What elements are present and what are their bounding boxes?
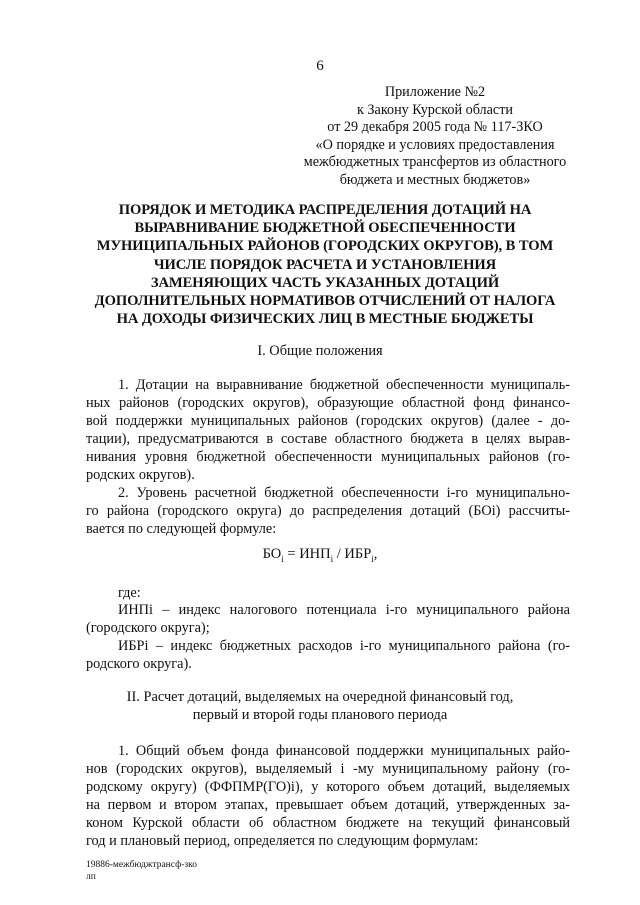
- title-line: ДОПОЛНИТЕЛЬНЫХ НОРМАТИВОВ ОТЧИСЛЕНИЙ ОТ НАЛОГА: [94, 293, 556, 310]
- appendix-header: [270, 84, 600, 189]
- document-title: [70, 201, 580, 328]
- title-line: ЗАМЕНЯЮЩИХ ЧАСТЬ УКАЗАННЫХ ДОТАЦИЙ: [150, 274, 500, 291]
- section1-paragraph-2: 2. Уровень расчетной бюджетной обеспеченности i-го муниципально- го района (городского округа) до распределения дотаций (БОi) рассчиты- вается по следующей формуле:: [86, 485, 570, 538]
- appendix-line: межбюджетных трансфертов из областного: [303, 154, 567, 170]
- definition-ibr: ИБРi – индекс бюджетных расходов i-го муниципального района (го- родского округа).: [86, 638, 570, 673]
- section1-paragraph-1: 1. Дотации на выравнивание бюджетной обеспеченности муниципаль- ных районов (городских округов), образующие областной фонд финансо- вой поддержки муниципальных районов (городских округов) (далее - до- тации), предусматриваются в составе областного бюджета в целях вырав- нивания уровня бюджетной обеспеченности муниципальных районов (го- родских округов).: [86, 377, 570, 484]
- where-block: где:: [118, 585, 141, 601]
- appendix-line: Приложение №2: [384, 84, 486, 100]
- appendix-line: от 29 декабря 2005 года № 117-ЗКО: [327, 119, 543, 135]
- appendix-line: «О порядке и условиях предоставления: [315, 136, 555, 153]
- title-line: ЧИСЛЕ ПОРЯДОК РАСЧЕТА И УСТАНОВЛЕНИЯ: [153, 256, 497, 273]
- definition-inp: ИНПi – индекс налогового потенциала i-го муниципального района (городского округа);: [86, 602, 570, 637]
- section1-heading: I. Общие положения: [257, 343, 383, 359]
- page-number: 6: [316, 58, 324, 74]
- title-line: ПОРЯДОК И МЕТОДИКА РАСПРЕДЕЛЕНИЯ ДОТАЦИЙ НА: [118, 202, 532, 218]
- formula: $БО_i = ИНП_i / ИБР_i$,: [262, 546, 378, 564]
- title-line: НА ДОХОДЫ ФИЗИЧЕСКИХ ЛИЦ В МЕСТНЫЕ БЮДЖЕТЫ: [116, 311, 534, 328]
- section2-paragraph-1: 1. Общий объем фонда финансовой поддержки муниципальных райо- нов (городских округов), выделяемый i -му муниципальному району (го- родскому округу) (ФФПМР(ГО)i), у которого объем дотаций, выделяемых на первом и втором этапах, превышает объем дотаций, утвержденных за- коном Курской области об областном бюджете на текущий финансовый год и плановый период, определяется по следующим формулам:: [86, 743, 570, 850]
- title-line: ВЫРАВНИВАНИЕ БЮДЖЕТНОЙ ОБЕСПЕЧЕННОСТИ: [134, 220, 516, 237]
- appendix-line: бюджета и местных бюджетов»: [339, 171, 531, 188]
- footer-code: 19886-межбюджтрансф-зко лп: [86, 860, 198, 882]
- title-line: МУНИЦИПАЛЬНЫХ РАЙОНОВ (ГОРОДСКИХ ОКРУГОВ), В ТОМ: [96, 238, 554, 255]
- section2-heading: II. Расчет дотаций, выделяемых на очередной финансовый год, первый и второй годы планового периода: [126, 689, 514, 723]
- appendix-line: к Закону Курской области: [356, 101, 514, 118]
